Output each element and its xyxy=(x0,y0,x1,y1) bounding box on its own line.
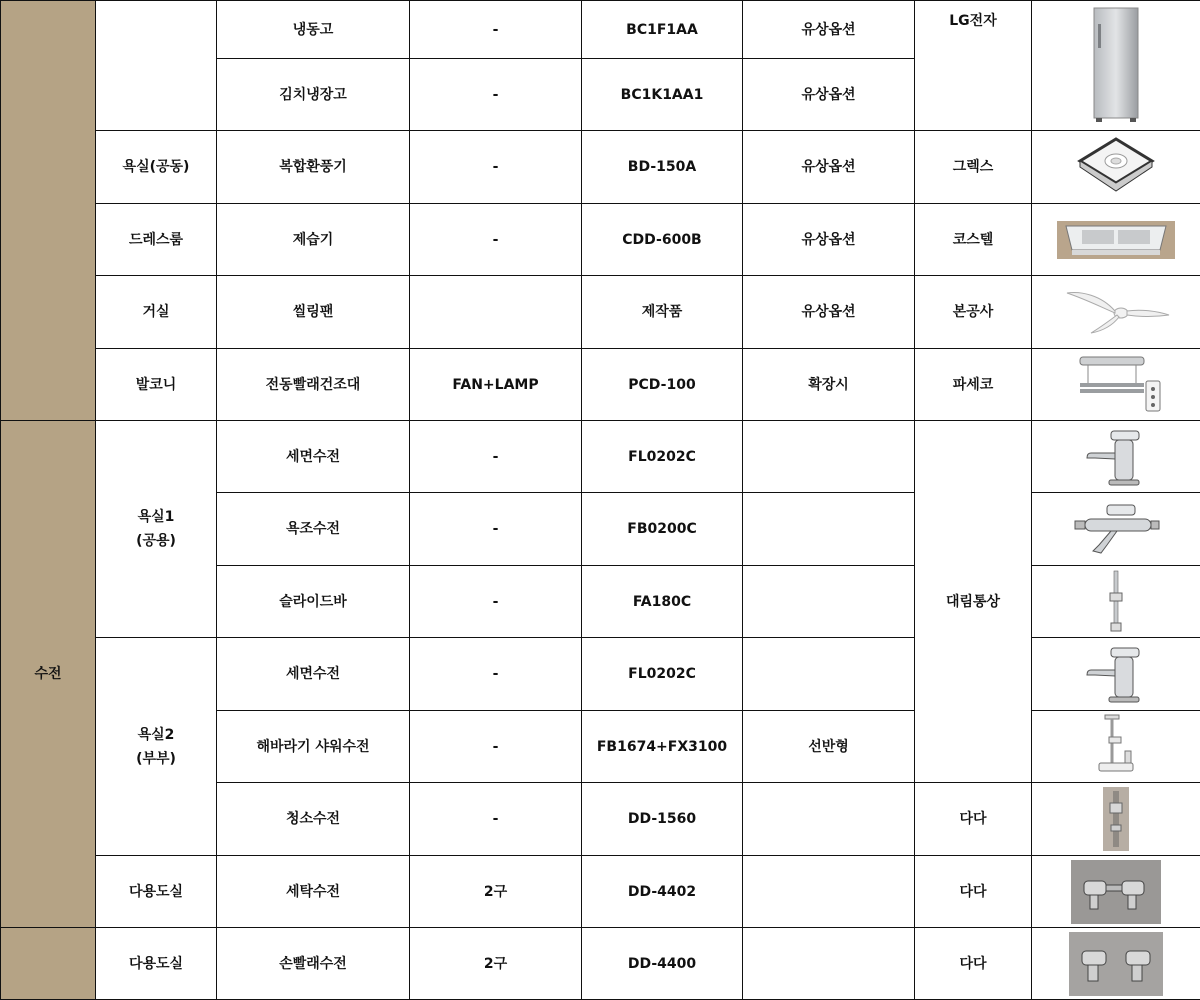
location-cell: 다용도실 xyxy=(96,856,217,928)
product-image-cell xyxy=(1032,276,1200,349)
basin-faucet-icon xyxy=(1081,427,1151,487)
maker-cell: LG전자 xyxy=(915,1,1032,131)
model-cell: FA180C xyxy=(582,566,743,638)
location-cell: 욕실1 (공용) xyxy=(96,421,217,638)
maker-cell: 다다 xyxy=(915,783,1032,856)
model-cell: FB0200C xyxy=(582,493,743,566)
note-cell: 유상옵션 xyxy=(743,59,915,131)
category-cell xyxy=(1,1,96,421)
spec-cell: - xyxy=(410,711,582,783)
ceiling-fan-icon xyxy=(1061,287,1171,337)
model-cell: DD-1560 xyxy=(582,783,743,856)
spec-cell: - xyxy=(410,638,582,711)
item-cell: 손빨래수전 xyxy=(217,928,410,1000)
spec-cell: 2구 xyxy=(410,928,582,1000)
note-cell xyxy=(743,638,915,711)
note-cell xyxy=(743,493,915,566)
model-cell: BC1F1AA xyxy=(582,1,743,59)
spec-cell xyxy=(410,276,582,349)
item-cell: 전동빨래건조대 xyxy=(217,349,410,421)
model-cell: FL0202C xyxy=(582,421,743,493)
note-cell: 유상옵션 xyxy=(743,276,915,349)
model-cell: DD-4400 xyxy=(582,928,743,1000)
slide-bar-icon xyxy=(1101,569,1131,635)
note-cell: 유상옵션 xyxy=(743,1,915,59)
item-cell: 세면수전 xyxy=(217,638,410,711)
model-cell: FL0202C xyxy=(582,638,743,711)
note-cell xyxy=(743,421,915,493)
category-cell xyxy=(1,928,96,1000)
spec-cell: - xyxy=(410,783,582,856)
product-image-cell xyxy=(1032,711,1200,783)
table-row xyxy=(1,131,1200,204)
note-cell xyxy=(743,928,915,1000)
clothes-dryer-rack-icon xyxy=(1066,353,1166,417)
product-image-cell xyxy=(1032,204,1200,276)
maker-cell: 다다 xyxy=(915,928,1032,1000)
note-cell xyxy=(743,566,915,638)
location-cell: 욕실(공동) xyxy=(96,131,217,204)
item-cell: 세탁수전 xyxy=(217,856,410,928)
location-cell xyxy=(96,1,217,131)
item-cell: 씰링팬 xyxy=(217,276,410,349)
product-image-cell xyxy=(1032,1,1200,131)
spec-cell: 2구 xyxy=(410,856,582,928)
location-cell: 발코니 xyxy=(96,349,217,421)
location-cell: 거실 xyxy=(96,276,217,349)
refrigerator-icon xyxy=(1086,6,1146,126)
basin-faucet-icon xyxy=(1081,644,1151,704)
table-row xyxy=(1,856,1200,928)
dehumidifier-icon xyxy=(1056,220,1176,260)
rain-shower-icon xyxy=(1091,713,1141,781)
spec-cell: FAN+LAMP xyxy=(410,349,582,421)
product-image-cell xyxy=(1032,856,1200,928)
table-row xyxy=(1,928,1200,1000)
product-image-cell xyxy=(1032,421,1200,493)
item-cell: 슬라이드바 xyxy=(217,566,410,638)
category-cell: 수전 xyxy=(1,421,96,928)
table-row xyxy=(1,1,1200,59)
spec-cell: - xyxy=(410,1,582,59)
model-cell: CDD-600B xyxy=(582,204,743,276)
maker-cell: 그렉스 xyxy=(915,131,1032,204)
note-cell: 선반형 xyxy=(743,711,915,783)
note-cell xyxy=(743,783,915,856)
handwash-faucet-icon xyxy=(1068,931,1164,997)
maker-cell: 다다 xyxy=(915,856,1032,928)
table-row xyxy=(1,276,1200,349)
cleaning-faucet-icon xyxy=(1101,785,1131,853)
table-row xyxy=(1,421,1200,493)
item-cell: 청소수전 xyxy=(217,783,410,856)
product-image-cell xyxy=(1032,928,1200,1000)
item-cell: 제습기 xyxy=(217,204,410,276)
item-cell: 복합환풍기 xyxy=(217,131,410,204)
product-image-cell xyxy=(1032,349,1200,421)
product-image-cell xyxy=(1032,493,1200,566)
note-cell: 확장시 xyxy=(743,349,915,421)
location-cell: 드레스룸 xyxy=(96,204,217,276)
item-cell: 세면수전 xyxy=(217,421,410,493)
product-image-cell xyxy=(1032,638,1200,711)
model-cell: PCD-100 xyxy=(582,349,743,421)
table-row xyxy=(1,204,1200,276)
spec-cell: - xyxy=(410,59,582,131)
maker-cell: 본공사 xyxy=(915,276,1032,349)
note-cell xyxy=(743,856,915,928)
washer-faucet-icon xyxy=(1070,859,1162,925)
product-image-cell xyxy=(1032,566,1200,638)
model-cell: BC1K1AA1 xyxy=(582,59,743,131)
item-cell: 김치냉장고 xyxy=(217,59,410,131)
item-cell: 냉동고 xyxy=(217,1,410,59)
item-cell: 해바라기 샤워수전 xyxy=(217,711,410,783)
spec-cell: - xyxy=(410,566,582,638)
location-cell: 다용도실 xyxy=(96,928,217,1000)
product-image-cell xyxy=(1032,783,1200,856)
maker-cell: 파세코 xyxy=(915,349,1032,421)
ventilator-icon xyxy=(1076,137,1156,197)
note-cell: 유상옵션 xyxy=(743,204,915,276)
model-cell: FB1674+FX3100 xyxy=(582,711,743,783)
table-row xyxy=(1,349,1200,421)
spec-cell: - xyxy=(410,204,582,276)
spec-cell: - xyxy=(410,421,582,493)
model-cell: DD-4402 xyxy=(582,856,743,928)
maker-cell: 대림통상 xyxy=(915,421,1032,783)
product-image-cell xyxy=(1032,131,1200,204)
note-cell: 유상옵션 xyxy=(743,131,915,204)
model-cell: 제작품 xyxy=(582,276,743,349)
item-cell: 욕조수전 xyxy=(217,493,410,566)
spec-cell: - xyxy=(410,131,582,204)
maker-cell: 코스텔 xyxy=(915,204,1032,276)
location-cell: 욕실2 (부부) xyxy=(96,638,217,856)
bath-faucet-icon xyxy=(1071,501,1161,557)
spec-cell: - xyxy=(410,493,582,566)
model-cell: BD-150A xyxy=(582,131,743,204)
